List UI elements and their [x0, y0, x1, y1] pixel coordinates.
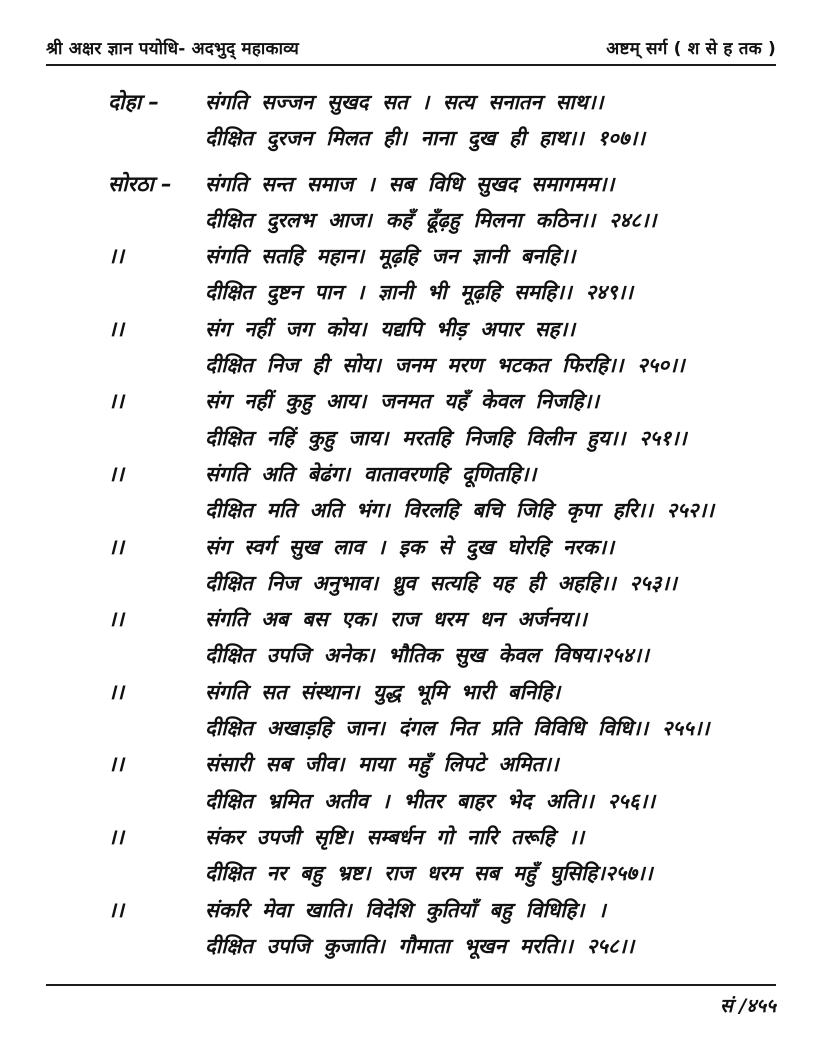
page-number: सं /४५५ [719, 995, 776, 1017]
verse-label: ।। [108, 461, 124, 486]
verse-label: दोहा – [108, 90, 159, 114]
verse-label: ।। [108, 316, 124, 341]
verse-block [108, 892, 776, 965]
verse-lines [205, 892, 776, 965]
chapter-title: अष्टम् सर्ग ( श से ह तक ) [606, 39, 776, 59]
verse-line: दीक्षित उपजि अनेक। भौतिक सुख केवल विषय।२५४।। [205, 643, 649, 668]
verse-block [108, 84, 776, 157]
verse-line: संकर उपजी सृष्टि। सम्बर्धन गो नारि तरूहि ।। [205, 824, 584, 849]
verse-lines [205, 529, 776, 602]
verse-line: दीक्षित निज अनुभाव। ध्रुव सत्यहि यह ही अहहि।। २५३।। [205, 570, 677, 595]
verse-lines [205, 746, 776, 819]
header-rule [46, 64, 776, 66]
verse-block [108, 456, 776, 529]
verse-block [108, 383, 776, 456]
verse-line: दीक्षित दुरजन मिलत ही। नाना दुख ही हाथ।। १०७।। [205, 126, 646, 151]
verse-block [108, 746, 776, 819]
verse-line: संग नहीं कुहु आय। जनमत यहँ केवल निजहि।। [205, 389, 600, 414]
verse-block [108, 311, 776, 384]
verse-lines [205, 819, 776, 892]
verse-label: ।। [108, 897, 124, 922]
verse-lines [205, 674, 776, 747]
verse-line: संगति सत संस्थान। युद्ध भूमि भारी बनिहि। [205, 679, 561, 704]
verse-block [108, 238, 776, 311]
verse-line: संसारी सब जीव। माया महुँ लिपटे अमित।। [205, 752, 559, 777]
verse-label: ।। [108, 752, 124, 777]
book-title: श्री अक्षर ज्ञान पयोधि- अदभुद् महाकाव्य [46, 39, 300, 59]
verse-lines [205, 383, 776, 456]
verse-line: संग स्वर्ग सुख लाव । इक से दुख घोरहि नरक।। [205, 534, 614, 559]
verse-line: दीक्षित दुरलभ आज। कहँ ढूँढ़हु मिलना कठिन।। २४८।। [205, 207, 657, 232]
verse-label: ।। [108, 244, 124, 269]
verse-line: दीक्षित नहिं कुहु जाय। मरतहि निजहि विलीन हुय।। २५१।। [205, 425, 687, 450]
verse-lines [205, 166, 776, 239]
verse-line: संगति अब बस एक। राज धरम धन अर्जनय।। [205, 607, 587, 632]
verse-line: संग नहीं जग कोय। यद्यपि भीड़ अपार सह।। [205, 316, 576, 341]
verse-label: ।। [108, 607, 124, 632]
verse-label: ।। [108, 679, 124, 704]
verse-line: दीक्षित अखाड़हि जान। दंगल नित प्रति विविधि विधि।। २५५।। [205, 716, 710, 741]
verse-block [108, 529, 776, 602]
verse-lines [205, 456, 776, 529]
verse-line: दीक्षित दुष्टन पान । ज्ञानी भी मूढ़हि समहि।। २४९।। [205, 280, 634, 305]
verse-block [108, 674, 776, 747]
verse-label: ।। [108, 534, 124, 559]
verse-label: ।। [108, 824, 124, 849]
verse-lines [205, 238, 776, 311]
verse-lines [205, 84, 776, 157]
page-header [46, 36, 776, 59]
verse-block [108, 601, 776, 674]
verse-line: दीक्षित उपजि कुजाति। गौमाता भूखन मरति।। २५८।। [205, 933, 635, 958]
verse-line: संगति सज्जन सुखद सत । सत्य सनातन साथ।। [205, 90, 604, 114]
verse-content [108, 84, 776, 964]
verse-line: दीक्षित भ्रमित अतीव । भीतर बाहर भेद अति।। २५६।। [205, 788, 656, 813]
verse-line: संकरि मेवा खाति। विदेशि कुतियाँ बहु विधिहि। । [205, 897, 606, 922]
verse-line: संगति सन्त समाज । सब विधि सुखद समागमम।। [205, 171, 615, 196]
verse-line: दीक्षित मति अति भंग। विरलहि बचि जिहि कृपा हरि।। २५२।। [205, 498, 715, 523]
verse-block [108, 819, 776, 892]
footer-rule [46, 984, 776, 986]
verse-line: संगति सतहि महान। मूढ़हि जन ज्ञानी बनहि।। [205, 244, 576, 269]
verse-lines [205, 311, 776, 384]
verse-block [108, 166, 776, 239]
verse-label: सोरठा – [108, 171, 172, 196]
verse-line: संगति अति बेढंग। वातावरणहि दूणितहि।। [205, 461, 537, 486]
verse-line: दीक्षित नर बहु भ्रष्ट। राज धरम सब महुँ घुसिहि।२५७।। [205, 861, 653, 886]
verse-line: दीक्षित निज ही सोय। जनम मरण भटकत फिरहि।। २५०।। [205, 353, 685, 378]
verse-lines [205, 601, 776, 674]
verse-label: ।। [108, 389, 124, 414]
